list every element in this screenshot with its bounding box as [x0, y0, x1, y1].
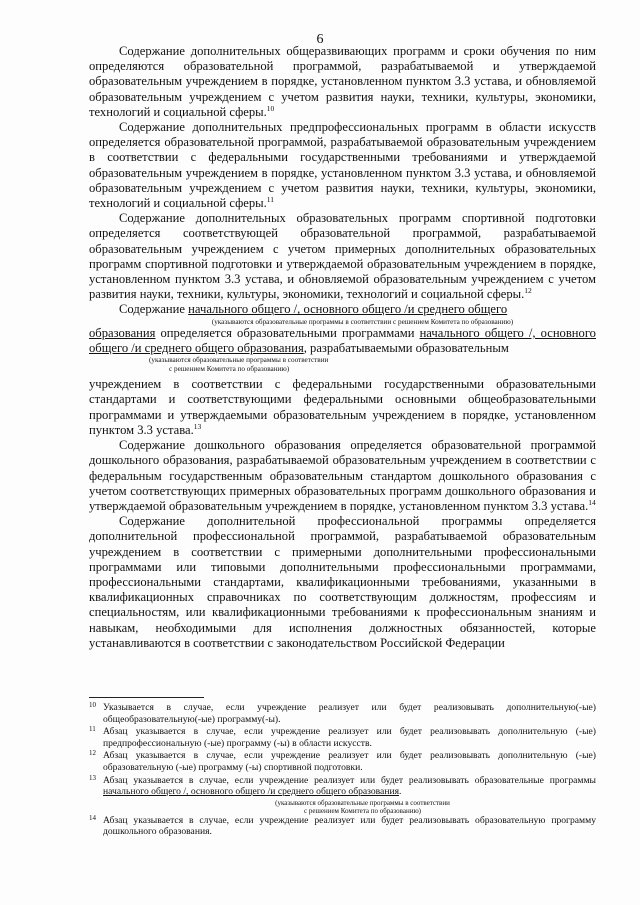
paragraph-text: определяется образовательными программами [155, 326, 420, 341]
paragraph-professional [89, 514, 596, 651]
field-hint [89, 356, 596, 373]
footnote-12 [89, 750, 596, 773]
footnote-ref[interactable]: 13 [193, 421, 202, 431]
paragraph-pre-professional-arts [89, 120, 596, 211]
fill-in-field: образования [89, 326, 156, 341]
fill-in-field: начального общего /, основного общего /и среднего общего образования [103, 786, 399, 798]
footnote-number: 12 [89, 749, 96, 758]
paragraph-text: учреждением в соответствии с федеральными государственными образовательными стандартами и соответствующими федеральными основными общеобразовательными программами и утверждаемыми образовательным учреждением в порядке, установленном пунктом 3.3 устава. [89, 377, 596, 437]
footnote-text: Абзац указывается в случае, если учреждение реализует или будет реализовывать дополнительную (-ые) образовательную (-ые) программу (-ы) спортивной подготовки. [103, 750, 596, 773]
fill-in-field: начального общего /, основного общего /и среднего общего [188, 302, 508, 317]
footnote-ref[interactable]: 12 [524, 286, 532, 296]
footnote-number: 10 [89, 701, 96, 709]
paragraph-text: Содержание дополнительной профессиональной программы определяется дополнительной профессиональной программой, разрабатываемой образовательным учреждением в соответствии с примерными дополнительными профессиональными программами или типовыми дополнительными профессиональными программами, профессиональными стандартами, квалификационными требованиями, указанными в квалификационных справочниках по соответствующим должностям, профессиям и специальностям, или квалификационными требованиями к профессиональным знаниям и навыкам, необходимыми для исполнения должностных обязанностей, которые устанавливаются в соответствии с законодательством Российской Федерации [89, 514, 596, 650]
footnote-text: . [399, 786, 402, 798]
paragraph-general-development [89, 44, 596, 120]
paragraph-text: , разрабатываемыми образовательным [303, 341, 509, 356]
footnote-ref[interactable]: 10 [266, 103, 275, 113]
fill-in-field: начального общего /, основного общего /и среднего общего образования [89, 326, 596, 356]
footnote-11 [89, 726, 596, 749]
paragraph-text: Содержание дополнительных общеразвивающих программ и сроки обучения по ним определяются образовательной программой, разрабатываемой и утверждаемой образовательным учреждением в порядке, установленном пунктом 3.3 устава, и обновляемой образовательным учреждением с учетом развития науки, техники, культуры, экономики, технологий и социальной сферы. [89, 44, 596, 119]
paragraph-text: Содержание [119, 302, 185, 317]
paragraph-text: Содержание дополнительных образовательных программ спортивной подготовки определяется соответствующей образовательной программой, разрабатываемой образовательным учреждением с учетом примерных дополнительных образовательных программ спортивной подготовки и утверждаемой образовательным учреждением в порядке, установленном пунктом 3.3 устава, и обновляемой образовательным учреждением с учетом развития науки, техники, культуры, экономики, технологий и социальной сферы. [89, 211, 596, 302]
footnote-ref[interactable]: 11 [266, 195, 275, 205]
paragraph-general-education-end [89, 377, 596, 438]
field-hint-line: (указываются образовательные программы в соответствии [275, 798, 450, 807]
paragraph-text: Содержание дополнительных предпрофессиональных программ в области искусств определяется образовательной программой, разрабатываемой образовательным учреждением в соответствии с федеральными государственными требованиями и утверждаемой образовательным учреждением в порядке, установленном пунктом 3.3 устава, и обновляемой образовательным учреждением с учетом развития науки, техники, культуры, экономики, технологий и социальной сферы. [89, 120, 596, 211]
paragraph-preschool [89, 438, 596, 514]
footnote-10 [89, 702, 596, 725]
footnote-number: 13 [89, 773, 96, 782]
field-hint-line: с решением Комитета по образованию) [169, 364, 290, 373]
paragraph-text: Содержание дошкольного образования определяется образовательной программой дошкольного образования, разрабатываемой образовательным учреждением в соответствии с федеральным государственным образовательным стандартом дошкольного образования с учетом соответствующих примерных образовательных программ дошкольного образования и утверждаемой образовательным учреждением в порядке, установленном пунктом 3.3 устава. [89, 438, 596, 513]
paragraph-sport-training [89, 211, 596, 302]
field-hint: (указываются образовательные программы в соответствии с решением Комитета по образованию) [211, 317, 514, 326]
footnote-divider [89, 697, 204, 698]
footnote-text: Указывается в случае, если учреждение реализует или будет реализовывать дополнительную(-ые) общеобразовательную(-ые) программу(-ы). [103, 702, 596, 725]
footnote-13 [89, 775, 596, 798]
footnote-number: 14 [89, 813, 96, 822]
footnote-text: Абзац указывается в случае, если учреждение реализует или будет реализовывать образовательные программы [103, 774, 596, 786]
page-number: 6 [316, 32, 324, 47]
footnotes [89, 702, 596, 839]
footnote-14 [89, 815, 596, 838]
field-hint-line: (указываются образовательные программы в соответствии [149, 356, 329, 365]
footnote-ref[interactable]: 14 [588, 497, 596, 507]
paragraph-general-education-cont [89, 326, 596, 356]
field-hint [89, 799, 596, 815]
footnote-text: Абзац указывается в случае, если учреждение реализует или будет реализовывать дополнительную (-ые) предпрофессиональную (-ые) программу (-ы) в области искусств. [103, 726, 596, 749]
document-body [89, 44, 596, 651]
field-hint-line: с решением Комитета по образованию) [303, 806, 422, 815]
footnote-text: Абзац указывается в случае, если учреждение реализует или будет реализовывать образовательную программу дошкольного образования. [103, 814, 596, 838]
footnote-number: 11 [89, 725, 96, 734]
paragraph-general-education [89, 302, 596, 317]
